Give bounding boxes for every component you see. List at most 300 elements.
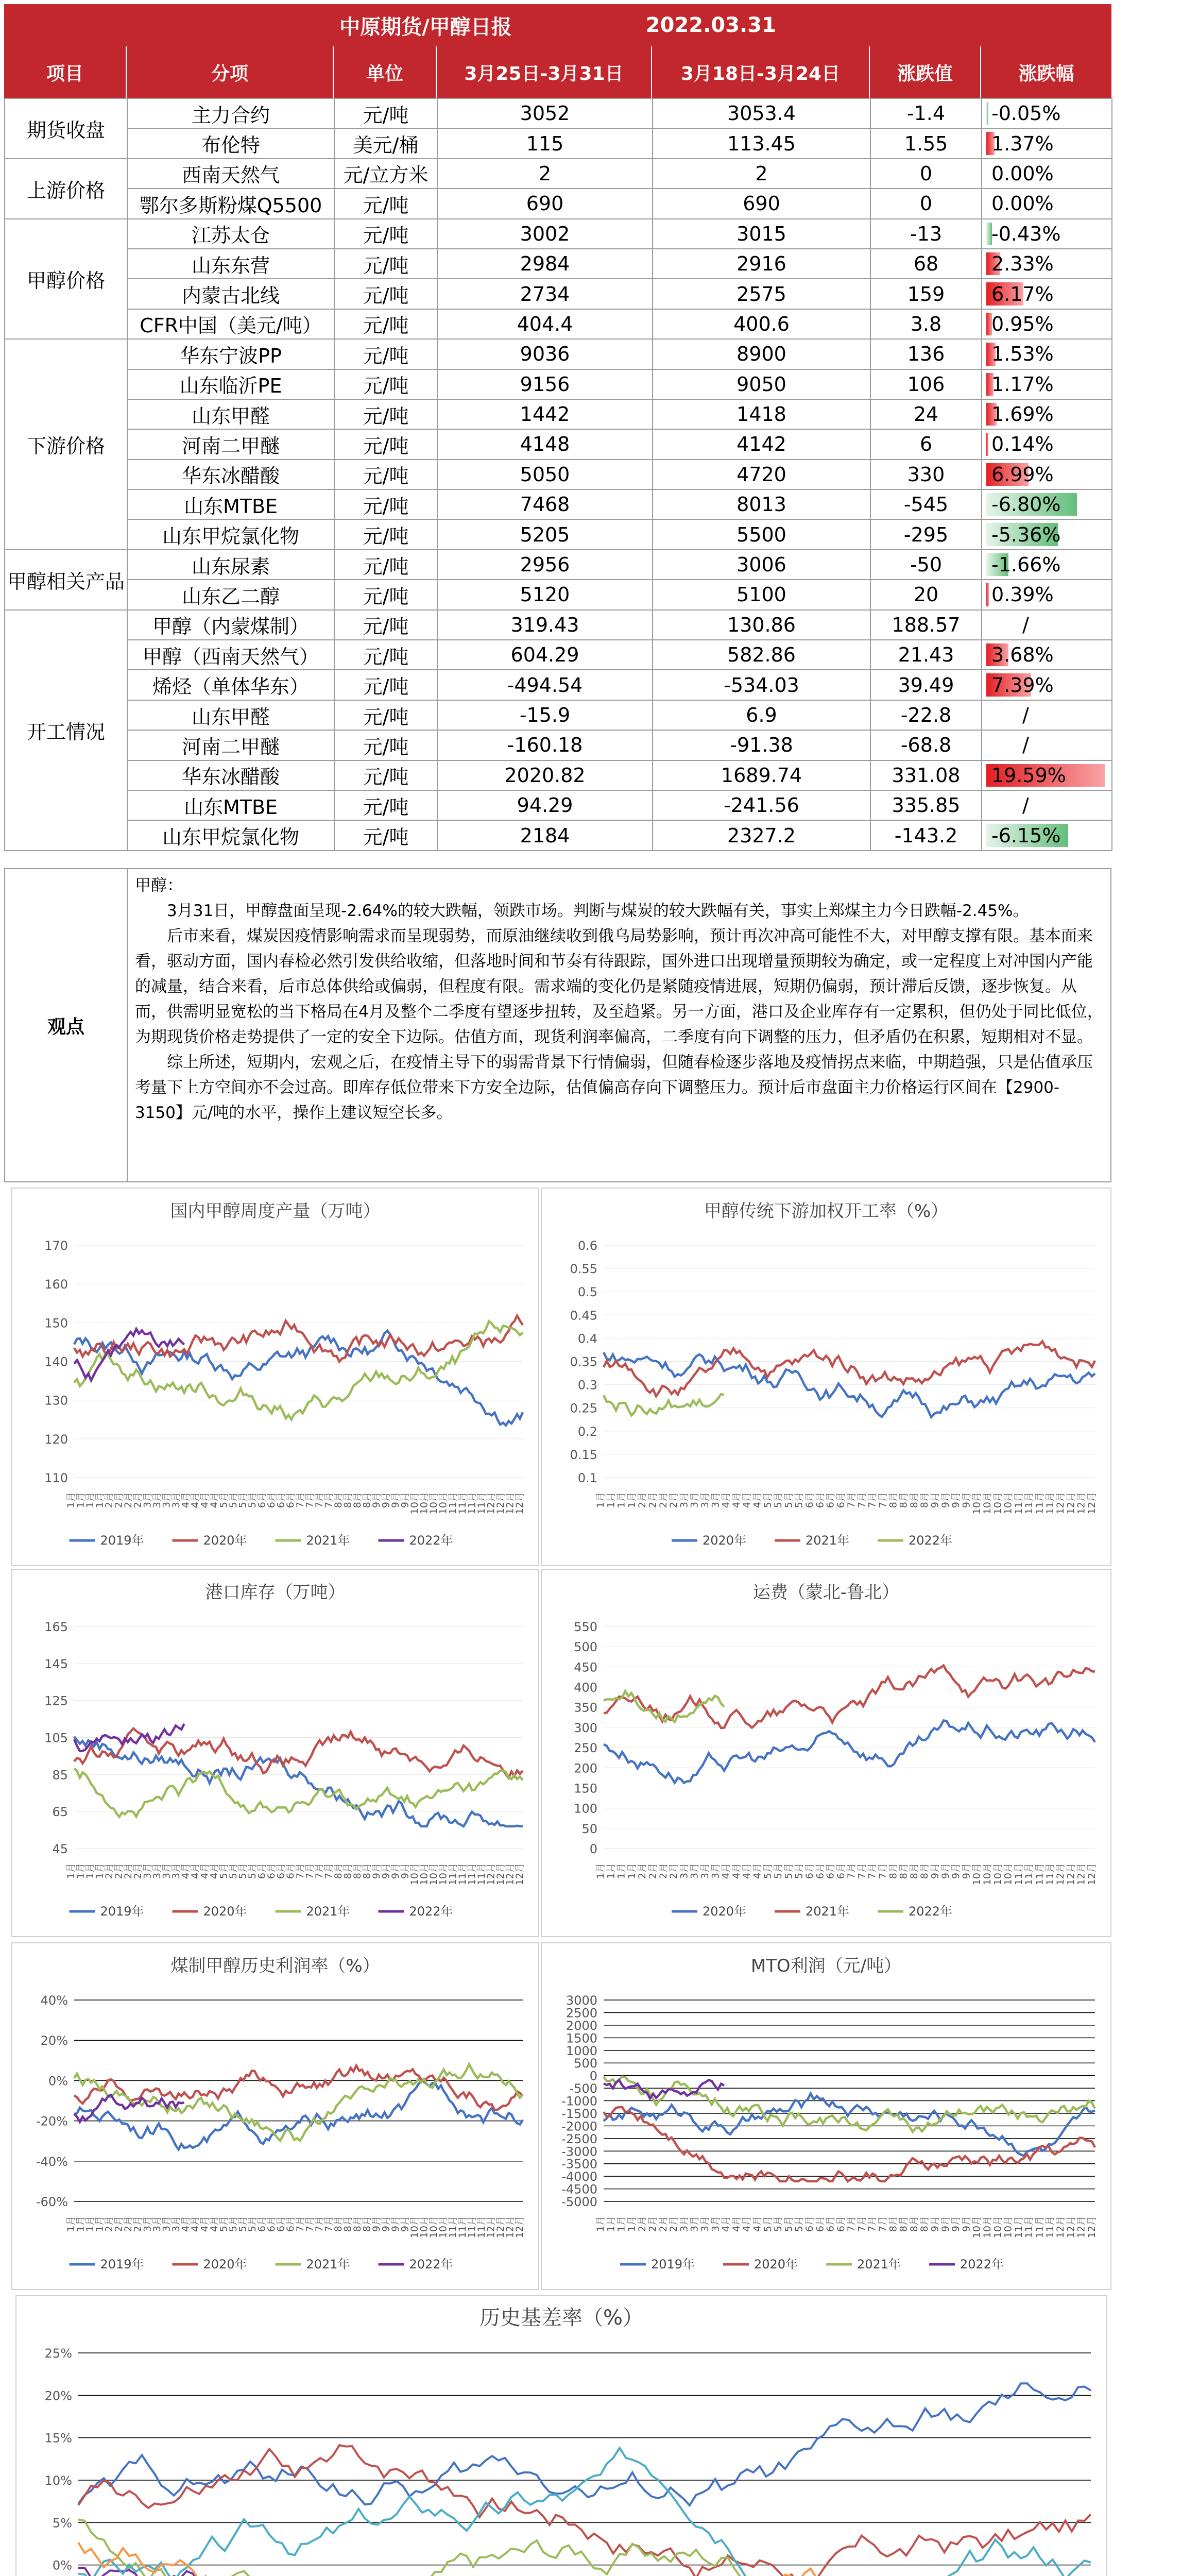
x-tick-label: 12月 <box>1075 2216 1087 2239</box>
x-tick-label: 10月 <box>437 1863 449 1886</box>
x-tick-label: 4月 <box>751 2216 763 2232</box>
y-tick-label: 0.3 <box>577 1378 597 1393</box>
x-tick-label: 10月 <box>418 1863 430 1886</box>
chart-svg <box>12 1570 538 1936</box>
y-tick-label: 0.25 <box>570 1401 597 1416</box>
y-tick-label: 25% <box>44 2346 72 2361</box>
cell-pct <box>982 339 1112 369</box>
legend-label: 2019年 <box>100 2257 144 2272</box>
table-row <box>5 760 1112 790</box>
x-tick-label: 1月 <box>595 1492 606 1509</box>
y-tick-label: 2500 <box>566 2006 597 2021</box>
cell-unit: 元/吨 <box>334 219 437 249</box>
x-tick-label: 7月 <box>313 2216 325 2232</box>
x-tick-label: 8月 <box>887 1492 899 1509</box>
x-tick-label: 7月 <box>294 2216 306 2232</box>
table-row <box>5 399 1112 429</box>
x-tick-label: 9月 <box>929 2216 941 2232</box>
cell-pct <box>982 730 1112 760</box>
cell-prev: -241.56 <box>653 790 870 820</box>
x-tick-label: 1月 <box>94 2216 106 2232</box>
x-tick-label: 9月 <box>961 2216 972 2232</box>
cell-prev: 113.45 <box>653 128 870 158</box>
legend-label: 2022年 <box>960 2257 1004 2272</box>
x-tick-label: 12月 <box>514 2216 525 2239</box>
x-tick-label: 12月 <box>485 1492 497 1515</box>
cell-pct <box>982 580 1112 609</box>
x-tick-label: 5月 <box>218 1492 230 1509</box>
cell-chg: 106 <box>870 369 982 399</box>
group-label: 甲醇相关产品 <box>5 550 127 610</box>
col-header: 3月25日-3月31日 <box>437 46 652 98</box>
cell-cur: 604.29 <box>437 640 653 670</box>
cell-cur: 404.4 <box>437 309 653 339</box>
x-tick-label: 12月 <box>494 2216 506 2239</box>
x-tick-label: 7月 <box>877 1492 889 1509</box>
x-tick-label: 2月 <box>123 1492 134 1509</box>
pct-text: 0.00% <box>991 192 1054 215</box>
series-line <box>604 1341 1095 1396</box>
x-tick-label: 7月 <box>877 2216 889 2232</box>
x-tick-label: 10月 <box>992 1492 1004 1515</box>
cell-unit: 元/吨 <box>334 730 437 760</box>
y-tick-label: -4500 <box>561 2182 597 2197</box>
chart-svg <box>542 1189 1110 1565</box>
cell-prev: 5100 <box>653 580 870 609</box>
cell-cur: 2956 <box>437 550 653 580</box>
cell-item: 河南二甲醚 <box>127 429 334 459</box>
x-tick-label: 6月 <box>256 1863 268 1879</box>
legend-label: 2020年 <box>703 1533 747 1548</box>
x-tick-label: 3月 <box>689 1863 700 1879</box>
x-tick-label: 5月 <box>218 2216 230 2232</box>
x-tick-label: 9月 <box>929 1492 941 1509</box>
y-tick-label: 0.5 <box>577 1285 597 1300</box>
cell-pct <box>982 610 1112 640</box>
x-tick-label: 3月 <box>710 1863 722 1879</box>
x-tick-label: 10月 <box>982 2216 994 2239</box>
cell-pct <box>982 519 1112 549</box>
x-tick-label: 11月 <box>1044 1492 1056 1515</box>
x-tick-label: 12月 <box>485 2216 497 2239</box>
x-tick-label: 9月 <box>950 1863 962 1879</box>
x-tick-label: 11月 <box>475 1492 487 1515</box>
series-line <box>78 2543 1091 2576</box>
cell-prev: 6.9 <box>653 700 870 730</box>
x-tick-label: 3月 <box>710 2216 722 2232</box>
x-tick-label: 7月 <box>856 1863 868 1879</box>
x-tick-label: 2月 <box>668 1863 680 1879</box>
cell-item: 华东冰醋酸 <box>127 760 334 790</box>
x-tick-label: 7月 <box>846 1863 858 1879</box>
y-tick-label: -3000 <box>561 2144 597 2159</box>
legend-label: 2019年 <box>651 2257 695 2272</box>
legend-label: 2020年 <box>754 2257 798 2272</box>
x-tick-label: 10月 <box>409 1492 421 1515</box>
cell-unit: 元/立方米 <box>334 159 437 189</box>
series-line <box>74 2065 523 2110</box>
cell-item: 内蒙古北线 <box>127 279 334 309</box>
cell-cur: 2020.82 <box>437 760 653 790</box>
y-tick-label: 65 <box>52 1805 68 1820</box>
pct-text: 7.39% <box>991 673 1054 697</box>
cell-item: 山东MTBE <box>127 790 334 820</box>
legend-label: 2020年 <box>203 1904 247 1919</box>
col-header: 分项 <box>127 46 334 98</box>
x-tick-label: 2月 <box>132 2216 144 2232</box>
x-tick-label: 11月 <box>475 2216 487 2239</box>
x-tick-label: 12月 <box>1055 1863 1067 1886</box>
x-tick-label: 11月 <box>466 2216 478 2239</box>
x-tick-label: 1月 <box>615 1492 627 1509</box>
y-tick-label: 550 <box>574 1620 597 1634</box>
chart-svg <box>12 1189 538 1565</box>
x-tick-label: 6月 <box>825 2216 836 2232</box>
x-tick-label: 2月 <box>104 1863 115 1879</box>
x-tick-label: 7月 <box>856 1492 868 1509</box>
x-tick-label: 6月 <box>803 1863 815 1879</box>
viewpoint-text <box>128 869 1110 1181</box>
pct-text: 1.69% <box>991 403 1054 426</box>
x-tick-label: 9月 <box>939 2216 951 2232</box>
x-tick-label: 10月 <box>1002 1492 1014 1515</box>
y-tick-label: 170 <box>44 1239 68 1253</box>
legend-label: 2020年 <box>203 1533 247 1548</box>
x-tick-label: 2月 <box>637 1863 648 1879</box>
x-tick-label: 5月 <box>773 1492 784 1509</box>
y-tick-label: -2000 <box>561 2119 597 2134</box>
x-tick-label: 6月 <box>803 1492 815 1509</box>
x-tick-label: 9月 <box>390 2216 402 2232</box>
x-tick-label: 5月 <box>762 1863 774 1879</box>
cell-prev: 1689.74 <box>653 760 870 790</box>
y-tick-label: 125 <box>44 1693 68 1708</box>
pct-text: -5.36% <box>991 523 1061 546</box>
y-tick-label: 110 <box>44 1471 68 1485</box>
viewpoint-para: 3月31日，甲醇盘面呈现-2.64%的较大跌幅，领跌市场。判断与煤炭的较大跌幅有关，事实上郑煤主力今日跌幅-2.45%。 <box>135 902 1029 920</box>
x-tick-label: 7月 <box>846 1492 858 1509</box>
y-tick-label: 10% <box>44 2473 72 2488</box>
x-tick-label: 11月 <box>466 1492 478 1515</box>
x-tick-label: 8月 <box>351 1863 363 1879</box>
y-tick-label: 0% <box>52 2558 72 2573</box>
cell-prev: 2 <box>653 159 870 189</box>
y-tick-label: 0% <box>48 2074 68 2089</box>
y-tick-label: -3500 <box>561 2157 597 2172</box>
data-table <box>4 98 1112 851</box>
cell-item: 山东MTBE <box>127 489 334 519</box>
pct-bar <box>986 433 988 455</box>
x-tick-label: 10月 <box>418 1492 430 1515</box>
cell-item: 山东东营 <box>127 249 334 279</box>
cell-cur: 2734 <box>437 279 653 309</box>
x-tick-label: 5月 <box>793 2216 805 2232</box>
x-tick-label: 10月 <box>437 2216 449 2239</box>
x-tick-label: 11月 <box>447 1863 459 1886</box>
legend-label: 2021年 <box>306 2257 350 2272</box>
chart-output <box>11 1188 539 1566</box>
cell-chg: -143.2 <box>870 820 982 850</box>
pct-text: / <box>1022 734 1029 757</box>
x-tick-label: 2月 <box>132 1863 144 1879</box>
cell-pct <box>982 279 1112 309</box>
x-tick-label: 11月 <box>1013 2216 1024 2239</box>
legend-label: 2021年 <box>857 2257 901 2272</box>
x-tick-label: 2月 <box>113 2216 125 2232</box>
x-tick-label: 8月 <box>898 1492 910 1509</box>
y-tick-label: 165 <box>44 1620 68 1634</box>
y-tick-label: -500 <box>569 2081 597 2096</box>
x-tick-label: 5月 <box>247 1492 259 1509</box>
y-tick-label: 300 <box>574 1720 597 1735</box>
x-tick-label: 1月 <box>65 2216 77 2232</box>
x-tick-label: 7月 <box>846 2216 858 2232</box>
y-tick-label: 40% <box>40 1993 68 2008</box>
x-tick-label: 6月 <box>266 1492 278 1509</box>
cell-chg: -22.8 <box>870 700 982 730</box>
x-tick-label: 12月 <box>1086 1863 1098 1886</box>
table-row <box>5 519 1112 549</box>
cell-pct <box>982 670 1112 700</box>
cell-pct <box>982 249 1112 279</box>
x-tick-label: 6月 <box>285 1863 297 1879</box>
legend-label: 2022年 <box>409 1533 453 1548</box>
x-tick-label: 12月 <box>494 1863 506 1886</box>
cell-prev: 400.6 <box>653 309 870 339</box>
viewpoint-para: 甲醇： <box>135 876 183 895</box>
x-tick-label: 2月 <box>657 2216 669 2232</box>
cell-chg: -295 <box>870 519 982 549</box>
x-tick-label: 12月 <box>485 1863 497 1886</box>
x-tick-label: 10月 <box>437 1492 449 1515</box>
x-tick-label: 6月 <box>266 2216 278 2232</box>
y-tick-label: 200 <box>574 1761 597 1776</box>
x-tick-label: 9月 <box>399 1863 411 1879</box>
x-tick-label: 3月 <box>151 2216 163 2232</box>
table-row <box>5 700 1112 730</box>
legend-label: 2020年 <box>703 1904 747 1919</box>
x-tick-label: 6月 <box>256 2216 268 2232</box>
series-line <box>74 2064 523 2141</box>
x-tick-label: 6月 <box>803 2216 815 2232</box>
x-tick-label: 2月 <box>668 2216 680 2232</box>
x-tick-label: 3月 <box>142 1492 153 1509</box>
cell-item: 西南天然气 <box>127 159 334 189</box>
cell-chg: 20 <box>870 580 982 609</box>
cell-pct <box>982 369 1112 399</box>
x-tick-label: 5月 <box>228 1863 239 1879</box>
pct-text: 1.53% <box>991 343 1054 366</box>
y-tick-label: 130 <box>44 1393 68 1408</box>
chart-operating-rate <box>541 1188 1111 1566</box>
cell-unit: 元/吨 <box>334 339 437 369</box>
legend-label: 2019年 <box>100 1904 144 1919</box>
x-tick-label: 4月 <box>208 1863 220 1879</box>
report-title: 中原期货/甲醇日报 <box>339 15 512 39</box>
x-tick-label: 7月 <box>866 1863 878 1879</box>
x-tick-label: 12月 <box>1086 1492 1098 1515</box>
x-tick-label: 9月 <box>380 1492 392 1509</box>
legend-label: 2022年 <box>409 2257 453 2272</box>
x-tick-label: 11月 <box>1023 2216 1035 2239</box>
cell-chg: 6 <box>870 429 982 459</box>
group-label: 期货收盘 <box>5 98 127 159</box>
x-tick-label: 1月 <box>84 1492 96 1509</box>
x-tick-label: 3月 <box>170 2216 182 2232</box>
cell-unit: 元/吨 <box>334 610 437 640</box>
y-tick-label: 250 <box>574 1741 597 1756</box>
x-tick-label: 5月 <box>793 1492 805 1509</box>
x-tick-label: 2月 <box>647 2216 659 2232</box>
x-tick-label: 1月 <box>605 1863 617 1879</box>
x-tick-label: 8月 <box>361 1863 373 1879</box>
report-date: 2022.03.31 <box>645 13 776 37</box>
viewpoint-para: 后市来看，煤炭因疫情影响需求而呈现弱势，而原油继续收到俄乌局势影响，预计再次冲高可能性不大，对甲醇支撑有限。基本面来看，驱动方面，国内春检必然引发供给收缩，但落地时间和节奏有待跟踪，国外进口出现增量预期较为确定，或一定程度上对冲国内产能的减量，结合来看，后市总体供给或偏弱，但程度有限。需求端的变化仍是紧随疫情进展，短期仍偏弱，预计滞后反馈，逐步恢复。从而，供需明显宽松的当下格局在4月及整个二季度有望逐步扭转，及至趋紧。另一方面，港口及企业库存有一定累积，但仍处于同比低位，为期现货价格走势提供了一定的安全下边际。估值方面，现货利润率偏高，二季度有向下调整的压力，但矛盾仍在积累，短期相对不显。 <box>135 927 1103 1046</box>
cell-unit: 元/吨 <box>334 369 437 399</box>
series-line <box>604 2077 1095 2132</box>
chart-svg <box>542 1943 1110 2289</box>
cell-chg: -545 <box>870 489 982 519</box>
chart-title: 国内甲醇周度产量（万吨） <box>170 1201 381 1222</box>
y-tick-label: 500 <box>574 2056 597 2071</box>
cell-cur: 3002 <box>437 219 653 249</box>
col-header: 涨跌值 <box>870 46 981 98</box>
cell-item: 甲醇（内蒙煤制） <box>127 610 334 640</box>
cell-prev: 4720 <box>653 460 870 489</box>
cell-pct <box>982 159 1112 189</box>
x-tick-label: 5月 <box>773 1863 784 1879</box>
x-tick-label: 6月 <box>275 1863 287 1879</box>
y-tick-label: 1000 <box>566 2043 597 2058</box>
x-tick-label: 9月 <box>371 2216 383 2232</box>
y-tick-label: -20% <box>36 2114 68 2129</box>
y-tick-label: 50 <box>581 1821 597 1836</box>
x-tick-label: 5月 <box>228 2216 239 2232</box>
legend-label: 2022年 <box>909 1533 953 1548</box>
table-row <box>5 670 1112 700</box>
viewpoint-label: 观点 <box>5 869 128 1181</box>
cell-item: 布伦特 <box>127 128 334 158</box>
x-tick-label: 12月 <box>1065 1492 1077 1515</box>
x-tick-label: 1月 <box>626 2216 638 2232</box>
legend-label: 2021年 <box>306 1904 350 1919</box>
cell-unit: 元/吨 <box>334 309 437 339</box>
x-tick-label: 12月 <box>1086 2216 1098 2239</box>
pct-text: -0.05% <box>991 102 1061 125</box>
x-tick-label: 5月 <box>793 1863 805 1879</box>
cell-pct <box>982 219 1112 249</box>
x-tick-label: 2月 <box>647 1492 659 1509</box>
x-tick-label: 4月 <box>730 1863 742 1879</box>
x-tick-label: 8月 <box>908 2216 920 2232</box>
cell-item: 华东冰醋酸 <box>127 460 334 489</box>
x-tick-label: 11月 <box>456 1863 468 1886</box>
chart-coal-margin <box>11 1942 539 2290</box>
pct-text: 0.00% <box>991 162 1054 185</box>
col-header: 涨跌幅 <box>1018 63 1074 84</box>
legend-label: 2021年 <box>806 1904 850 1919</box>
x-tick-label: 6月 <box>825 1492 836 1509</box>
cell-item: 山东乙二醇 <box>127 580 334 609</box>
x-tick-label: 10月 <box>992 1863 1004 1886</box>
group-label: 甲醇价格 <box>5 219 127 340</box>
x-tick-label: 6月 <box>285 1492 297 1509</box>
cell-chg: -13 <box>870 219 982 249</box>
x-tick-label: 3月 <box>689 1492 700 1509</box>
x-tick-label: 8月 <box>332 1863 344 1879</box>
x-tick-label: 3月 <box>142 2216 153 2232</box>
cell-chg: 331.08 <box>870 760 982 790</box>
x-tick-label: 7月 <box>323 1492 335 1509</box>
x-tick-label: 9月 <box>390 1863 402 1879</box>
cell-cur: 9036 <box>437 339 653 369</box>
x-tick-label: 11月 <box>1044 2216 1056 2239</box>
x-tick-label: 4月 <box>208 2216 220 2232</box>
y-tick-label: 400 <box>574 1680 597 1695</box>
y-tick-label: 5% <box>52 2516 72 2531</box>
legend-label: 2022年 <box>909 1904 953 1919</box>
pct-text: 1.17% <box>991 372 1054 396</box>
cell-prev: 3006 <box>653 550 870 580</box>
x-tick-label: 11月 <box>475 1863 487 1886</box>
x-tick-label: 9月 <box>371 1492 383 1509</box>
x-tick-label: 8月 <box>887 2216 899 2232</box>
cell-chg: -50 <box>870 550 982 580</box>
x-tick-label: 9月 <box>950 1492 962 1509</box>
x-tick-label: 1月 <box>75 2216 87 2232</box>
pct-text: 0.14% <box>991 433 1054 456</box>
cell-item: 江苏太仓 <box>127 219 334 249</box>
x-tick-label: 8月 <box>342 1863 354 1879</box>
chart-title: 历史基差率（%） <box>479 2306 644 2330</box>
x-tick-label: 8月 <box>361 1492 373 1509</box>
pct-text: 0.39% <box>991 583 1054 606</box>
cell-chg: 159 <box>870 279 982 309</box>
series-line <box>604 2107 1095 2181</box>
chart-freight <box>541 1569 1111 1937</box>
x-tick-label: 3月 <box>699 2216 711 2232</box>
cell-pct <box>982 700 1112 730</box>
x-tick-label: 2月 <box>113 1492 125 1509</box>
x-tick-label: 10月 <box>428 1863 440 1886</box>
table-row <box>5 159 1112 189</box>
x-tick-label: 9月 <box>939 1492 951 1509</box>
cell-chg: 335.85 <box>870 790 982 820</box>
x-tick-label: 8月 <box>351 1492 363 1509</box>
x-tick-label: 1月 <box>65 1492 77 1509</box>
x-tick-label: 5月 <box>783 1492 795 1509</box>
cell-item: 山东甲烷氯化物 <box>127 519 334 549</box>
pct-text: 3.68% <box>991 643 1054 667</box>
x-tick-label: 4月 <box>730 2216 742 2232</box>
pct-text: 6.17% <box>991 282 1054 306</box>
cell-chg: -1.4 <box>870 98 982 128</box>
chart-mto-profit <box>541 1942 1111 2290</box>
cell-unit: 元/吨 <box>334 640 437 670</box>
x-tick-label: 6月 <box>814 2216 826 2232</box>
cell-cur: 690 <box>437 189 653 218</box>
cell-item: 山东尿素 <box>127 550 334 580</box>
y-tick-label: 20% <box>44 2388 72 2403</box>
y-tick-label: 45 <box>52 1842 68 1856</box>
x-tick-label: 6月 <box>256 1492 268 1509</box>
x-tick-label: 7月 <box>856 2216 868 2232</box>
x-tick-label: 8月 <box>898 2216 910 2232</box>
chart-title: 港口库存（万吨） <box>205 1582 346 1603</box>
cell-item: 鄂尔多斯粉煤Q5500 <box>127 189 334 218</box>
x-tick-label: 8月 <box>919 2216 931 2232</box>
x-tick-label: 8月 <box>898 1863 910 1879</box>
